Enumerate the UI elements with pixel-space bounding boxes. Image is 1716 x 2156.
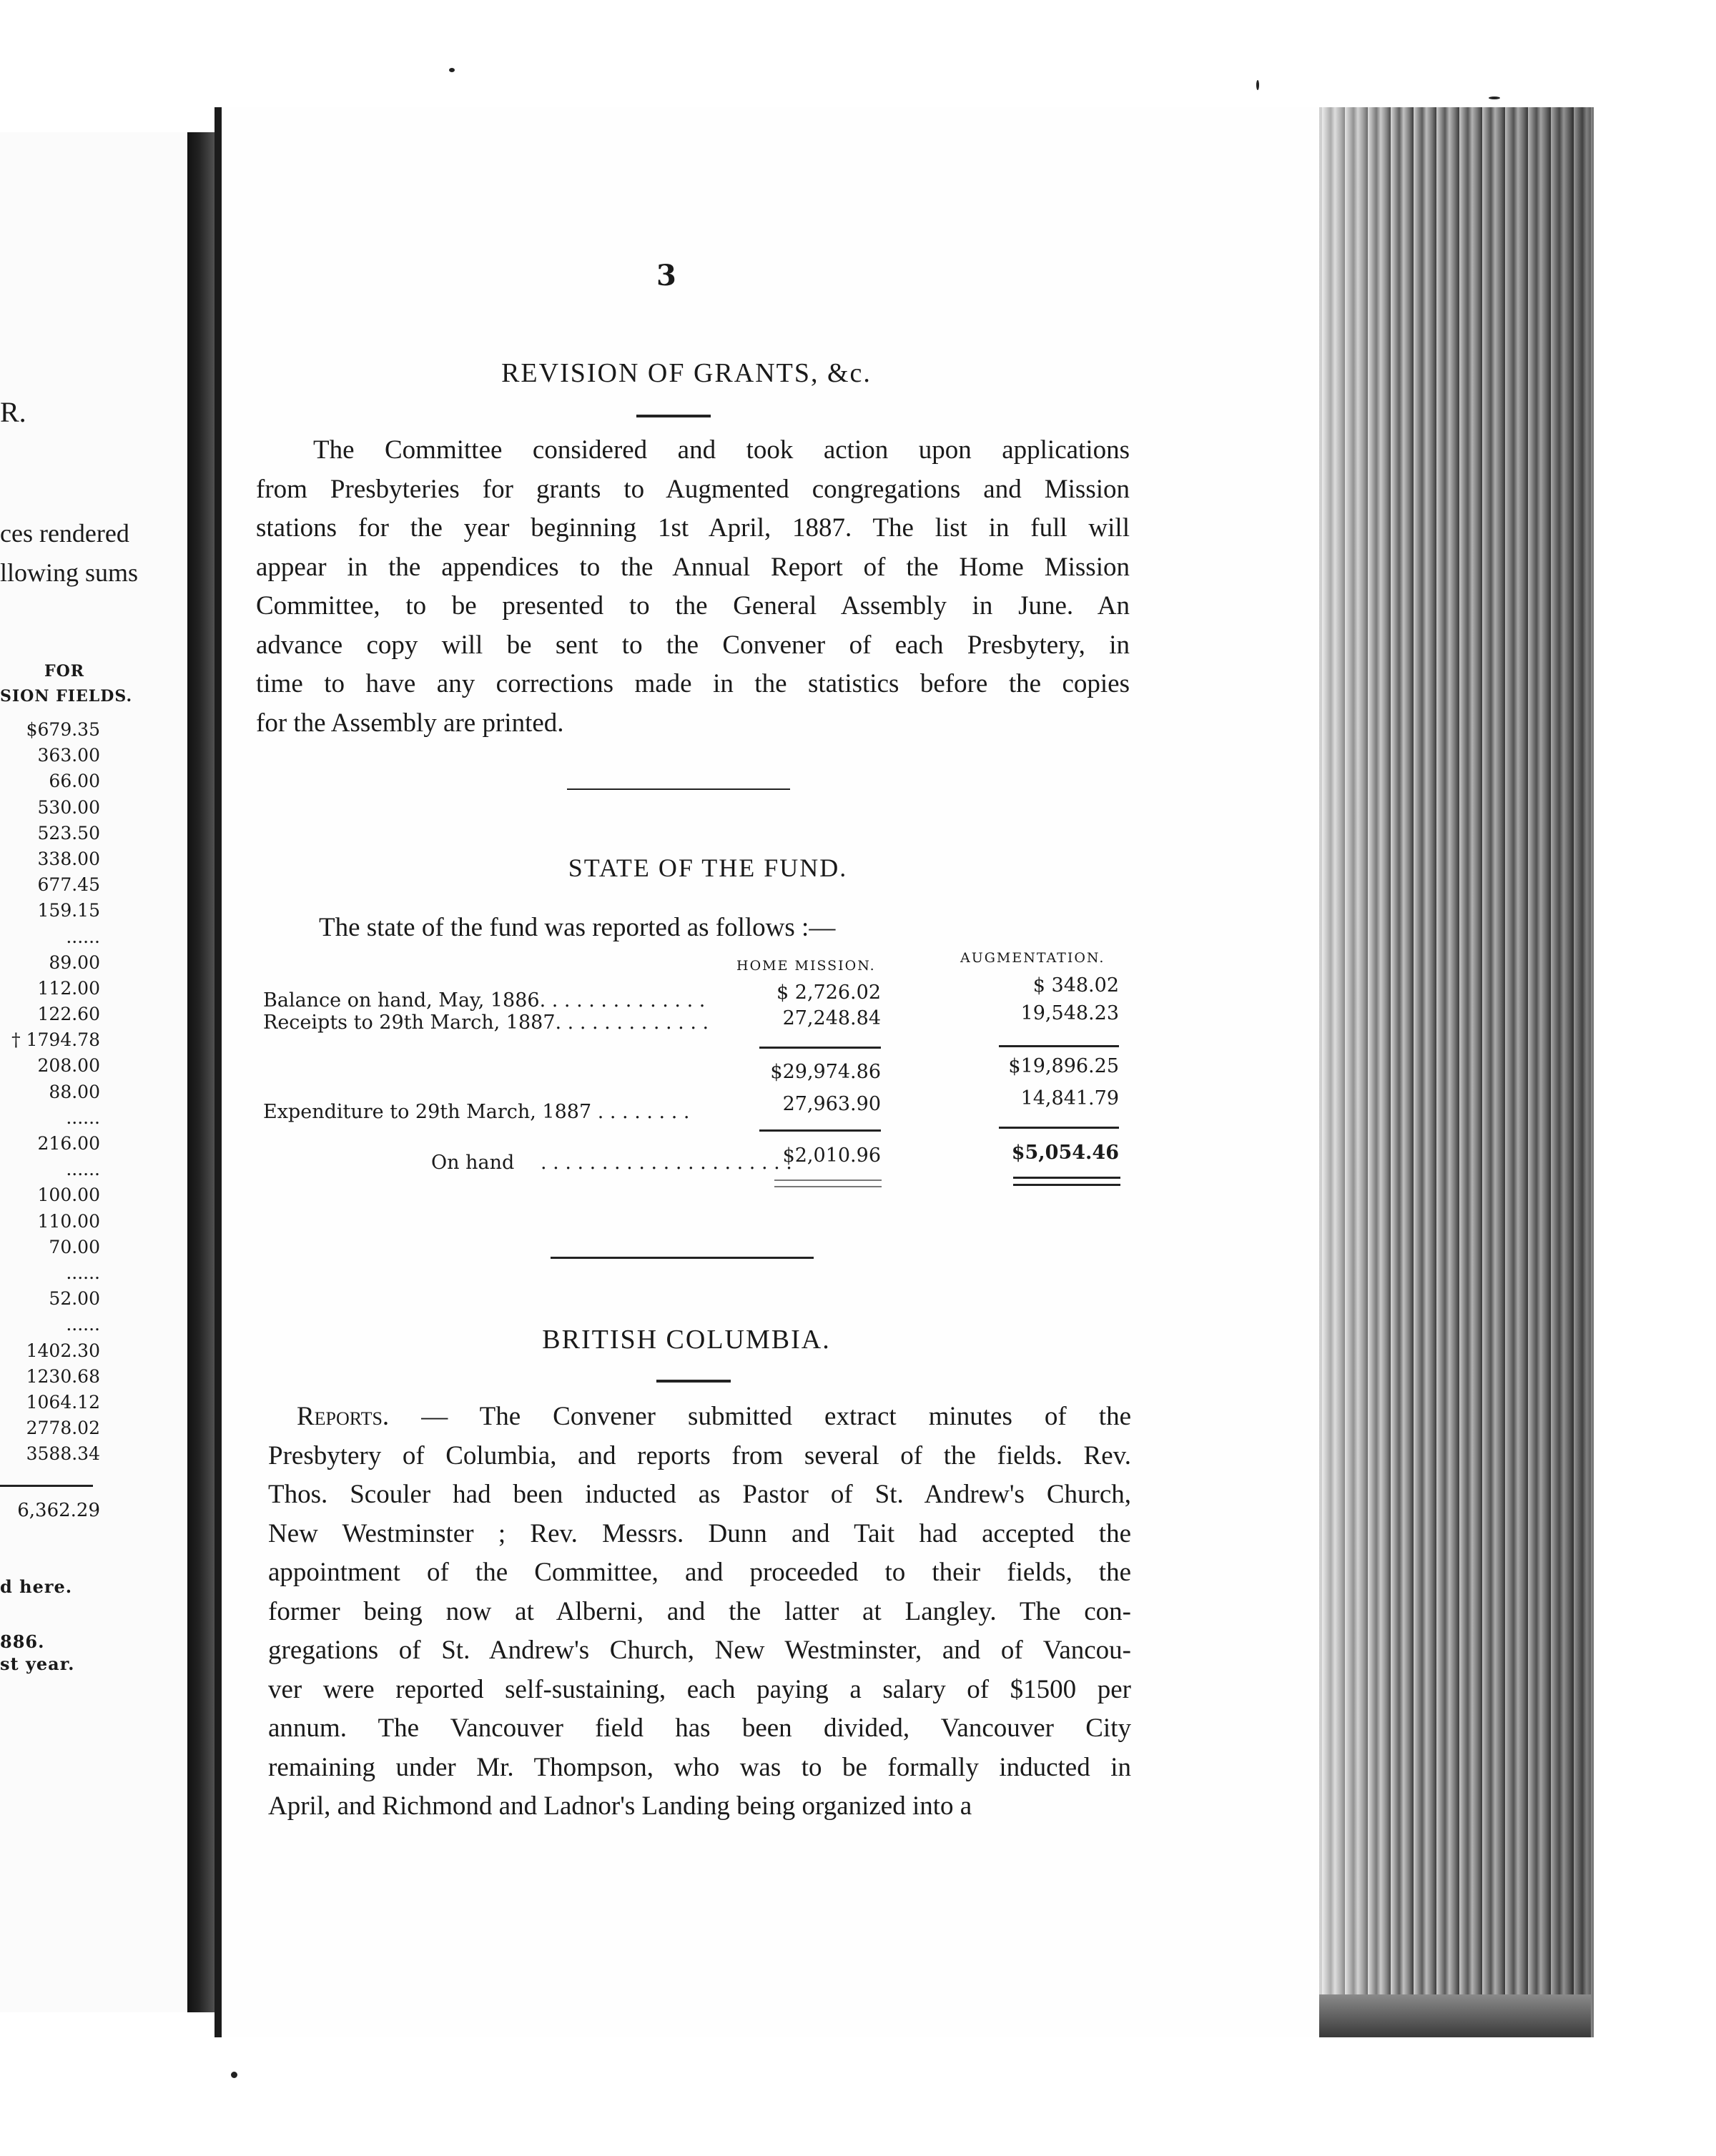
row-label-balance: Balance on hand, May, 1886. . . . . . . . . . . . . . (263, 989, 706, 1012)
left-footnote: d here. (0, 1576, 73, 1597)
left-value: 338.00 (37, 848, 100, 869)
section-divider (551, 1257, 814, 1259)
home-subtotal: $29,974.86 (770, 1061, 881, 1083)
left-value: 677.45 (37, 874, 100, 896)
text-line: stations for the year beginning 1st April, 1887. The list in full will (256, 513, 1130, 543)
text-line: appointment of the Committee, and proceeded to their fields, the (268, 1558, 1131, 1587)
left-page-fragment: ces rendered (0, 519, 129, 548)
column-header-augmentation: AUGMENTATION. (960, 950, 1105, 966)
text-line: Presbytery of Columbia, and reports from several of the fields. Rev. (268, 1440, 1131, 1470)
scan-speck (1489, 97, 1500, 99)
book-gutter (187, 132, 216, 2012)
left-total-rule (0, 1485, 93, 1487)
text-line: Committee, to be presented to the General Assembly in June. An (256, 591, 1130, 620)
double-rule-home (774, 1180, 882, 1181)
paragraph-lead: Reports. (297, 1402, 390, 1431)
home-receipts: 27,248.84 (782, 1007, 881, 1029)
bc-paragraph (268, 1398, 1131, 1826)
left-value: 216.00 (37, 1133, 100, 1154)
subtotal-rule-aug (999, 1045, 1119, 1047)
left-value: 66.00 (49, 771, 100, 792)
scan-speck (1256, 80, 1259, 90)
left-value: 100.00 (37, 1185, 100, 1206)
section-heading-bc: BRITISH COLUMBIA. (542, 1325, 831, 1355)
left-value: 52.00 (49, 1288, 100, 1310)
revision-paragraph (256, 431, 1130, 743)
home-expenditure: 27,963.90 (782, 1093, 881, 1115)
left-value: 70.00 (49, 1236, 100, 1257)
aug-balance: $ 348.02 (1032, 974, 1119, 997)
section-divider (567, 788, 790, 790)
row-label-receipts: Receipts to 29th March, 1887. . . . . . . . . . . . . (263, 1012, 709, 1034)
left-column-header: SION FIELDS. (0, 687, 133, 706)
column-header-home-mission: HOME MISSION. (736, 958, 876, 974)
aug-expenditure: 14,841.79 (1020, 1087, 1119, 1109)
left-value: 89.00 (49, 951, 100, 973)
left-value: 3588.34 (26, 1443, 100, 1465)
text-line: Thos. Scouler had been inducted as Pastor of St. Andrew's Church, (268, 1480, 1131, 1509)
text-line: former being now at Alberni, and the latter at Langley. The con- (268, 1596, 1131, 1626)
scan-speck (449, 68, 455, 72)
page-block-bottom (1319, 1994, 1591, 2037)
left-value: 530.00 (37, 796, 100, 818)
on-hand-leader-dots: . . . . . . . . . . . . . . . . . . . . . (541, 1152, 792, 1174)
text-line: annum. The Vancouver field has been divided, Vancouver City (268, 1714, 1131, 1743)
left-value: † 1794.78 (11, 1029, 100, 1051)
text-line: New Westminster ; Rev. Messrs. Dunn and Tait had accepted the (268, 1518, 1131, 1548)
scan-speck (231, 2072, 237, 2078)
row-label-on-hand: On hand (431, 1152, 515, 1174)
text-line-rest: — The Convener submitted extract minutes of the (389, 1402, 1131, 1431)
left-value: 112.00 (37, 977, 100, 999)
left-page-fragment: R. (0, 396, 26, 428)
heading-rule (636, 415, 711, 417)
aug-on-hand: $5,054.46 (1011, 1142, 1119, 1164)
left-value: 523.50 (37, 822, 100, 844)
text-line: April, and Richmond and Ladnor's Landing being organized into a (268, 1791, 972, 1821)
subtotal-rule-home (759, 1047, 881, 1049)
left-footnote: st year. (0, 1653, 75, 1674)
left-value: $679.35 (26, 719, 100, 740)
home-balance: $ 2,726.02 (776, 981, 881, 1004)
total-rule-aug (999, 1127, 1119, 1129)
left-value: 208.00 (37, 1055, 100, 1077)
left-value: 1064.12 (26, 1391, 100, 1413)
left-value: 1230.68 (26, 1365, 100, 1387)
row-label-expenditure: Expenditure to 29th March, 1887 . . . . . . . . (263, 1101, 690, 1123)
left-value: 159.15 (37, 900, 100, 921)
section-heading-fund: STATE OF THE FUND. (568, 854, 848, 882)
double-rule-aug (1013, 1184, 1120, 1186)
left-footnote: 886. (0, 1631, 45, 1652)
section-heading-revision: REVISION OF GRANTS, &c. (501, 358, 872, 388)
home-on-hand: $2,010.96 (782, 1144, 881, 1167)
double-rule-aug (1013, 1177, 1120, 1179)
text-line: gregations of St. Andrew's Church, New Westminster, and of Vancou- (268, 1636, 1131, 1665)
left-value: ...... (66, 1159, 100, 1180)
text-line: ver were reported self-sustaining, each paying a salary of $1500 per (268, 1674, 1131, 1704)
left-total: 6,362.29 (17, 1500, 100, 1521)
aug-receipts: 19,548.23 (1020, 1002, 1119, 1024)
text-line: remaining under Mr. Thompson, who was to be formally inducted in (268, 1752, 1131, 1782)
left-value: ...... (66, 926, 100, 947)
left-value: 110.00 (37, 1210, 100, 1232)
text-line: for the Assembly are printed. (256, 708, 564, 738)
text-line: time to have any corrections made in the statistics before the copies (256, 669, 1130, 698)
page-block-shading (1319, 107, 1591, 2037)
aug-subtotal: $19,896.25 (1008, 1055, 1119, 1077)
left-page-fragment: llowing sums (0, 558, 139, 587)
page-number: 3 (656, 259, 676, 292)
left-value: ...... (66, 1262, 100, 1283)
total-rule-home (759, 1129, 881, 1132)
left-value: 2778.02 (26, 1418, 100, 1439)
left-value: 363.00 (37, 745, 100, 766)
text-line (268, 1398, 1131, 1437)
double-rule-home (774, 1186, 882, 1187)
fund-intro: The state of the fund was reported as follows :— (319, 913, 836, 942)
text-line: The Committee considered and took action upon applications (313, 435, 1130, 465)
heading-rule (656, 1380, 731, 1383)
left-value: ...... (66, 1314, 100, 1335)
left-value: 88.00 (49, 1081, 100, 1102)
left-value: ...... (66, 1107, 100, 1128)
left-value: 1402.30 (26, 1340, 100, 1361)
left-values-column (11, 717, 100, 1467)
text-line: appear in the appendices to the Annual Report of the Home Mission (256, 552, 1130, 582)
left-column-header: FOR (44, 662, 85, 681)
left-value: 122.60 (37, 1004, 100, 1025)
text-line: from Presbyteries for grants to Augmented congregations and Mission (256, 474, 1130, 504)
text-line: advance copy will be sent to the Convener of each Presbytery, in (256, 630, 1130, 660)
